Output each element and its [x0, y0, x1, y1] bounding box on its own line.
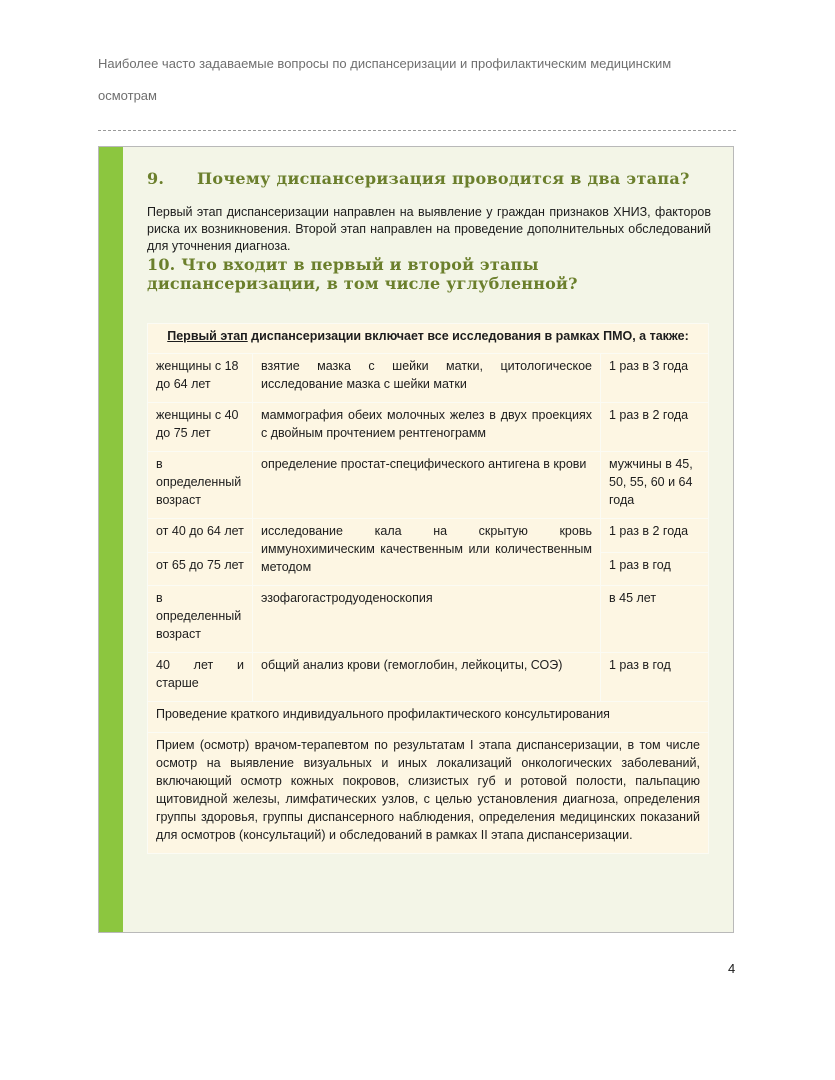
table-row	[148, 354, 709, 403]
question-9-number: 9.	[147, 169, 165, 188]
row-1-frequency: 1 раз в 3 года	[601, 354, 709, 403]
row-6-exam: эзофагогастродуоденоскопия	[253, 586, 601, 653]
question-10-heading: 10. Что входит в первый и второй этапы диспансеризации, в том числе углубленной?	[147, 255, 578, 293]
consultation-row: Проведение краткого индивидуального профилактического консультирования	[148, 702, 709, 733]
question-9-heading	[147, 169, 711, 188]
row-7-group: 40 лет и старше	[148, 653, 253, 702]
row-3-frequency: мужчины в 45, 50, 55, 60 и 64 года	[601, 452, 709, 519]
header-title-line2: осмотрам	[98, 88, 157, 103]
row-1-exam: взятие мазка с шейки матки, цитологическое исследование мазка с шейки матки	[253, 354, 601, 403]
first-stage-table	[147, 323, 709, 854]
row-6-frequency: в 45 лет	[601, 586, 709, 653]
table-header-row	[148, 324, 709, 354]
row-5-frequency: 1 раз в год	[601, 552, 709, 586]
faq-panel	[98, 146, 734, 933]
row-6-group: в определенный возраст	[148, 586, 253, 653]
table-row	[148, 403, 709, 452]
header-divider	[98, 130, 736, 131]
row-7-frequency: 1 раз в год	[601, 653, 709, 702]
row-3-exam: определение простат-специфического антигена в крови	[253, 452, 601, 519]
table-row	[148, 733, 709, 854]
table-row	[148, 653, 709, 702]
row-1-group: женщины с 18 до 64 лет	[148, 354, 253, 403]
table-row	[148, 519, 709, 553]
row-2-group: женщины с 40 до 75 лет	[148, 403, 253, 452]
panel-content	[147, 169, 711, 293]
header-title-line1: Наиболее часто задаваемые вопросы по диспансеризации и профилактическим медицинским	[98, 56, 672, 71]
table-row	[148, 452, 709, 519]
table-header-rest: диспансеризации включает все исследования в рамках ПМО, а также:	[247, 329, 689, 343]
document-header	[98, 48, 738, 112]
table-header-cell	[148, 324, 709, 354]
question-9-text: Почему диспансеризация проводится в два этапа?	[197, 169, 690, 188]
row-4-frequency: 1 раз в 2 года	[601, 519, 709, 553]
page-number: 4	[728, 961, 736, 976]
row-4-exam: исследование кала на скрытую кровь иммунохимическим качественным или количественным методом	[253, 519, 601, 586]
row-4-group: от 40 до 64 лет	[148, 519, 253, 553]
question-9-answer: Первый этап диспансеризации направлен на выявление у граждан признаков ХНИЗ, факторов риска их возникновения. Второй этап направлен на проведение дополнительных обследований для уточнения диагноза.	[147, 205, 711, 253]
therapist-exam-row: Прием (осмотр) врачом-терапевтом по результатам I этапа диспансеризации, в том числе осмотр на выявление визуальных и иных локализаций онкологических заболеваний, включающий осмотр кожных покровов, слизистых губ и ротовой полости, пальпацию щитовидной железы, лимфатических узлов, с целью установления диагноза, определения группы здоровья, группы диспансерного наблюдения, определения медицинских показаний для осмотров (консультаций) и обследований в рамках II этапа диспансеризации.	[148, 733, 709, 854]
table-row	[148, 702, 709, 733]
panel-accent-bar	[99, 147, 123, 932]
row-5-group: от 65 до 75 лет	[148, 552, 253, 586]
row-2-frequency: 1 раз в 2 года	[601, 403, 709, 452]
table-row	[148, 586, 709, 653]
row-7-exam: общий анализ крови (гемоглобин, лейкоциты, СОЭ)	[253, 653, 601, 702]
row-2-exam: маммография обеих молочных желез в двух проекциях с двойным прочтением рентгенограмм	[253, 403, 601, 452]
table-header-underlined: Первый этап	[167, 329, 248, 343]
row-3-group: в определенный возраст	[148, 452, 253, 519]
